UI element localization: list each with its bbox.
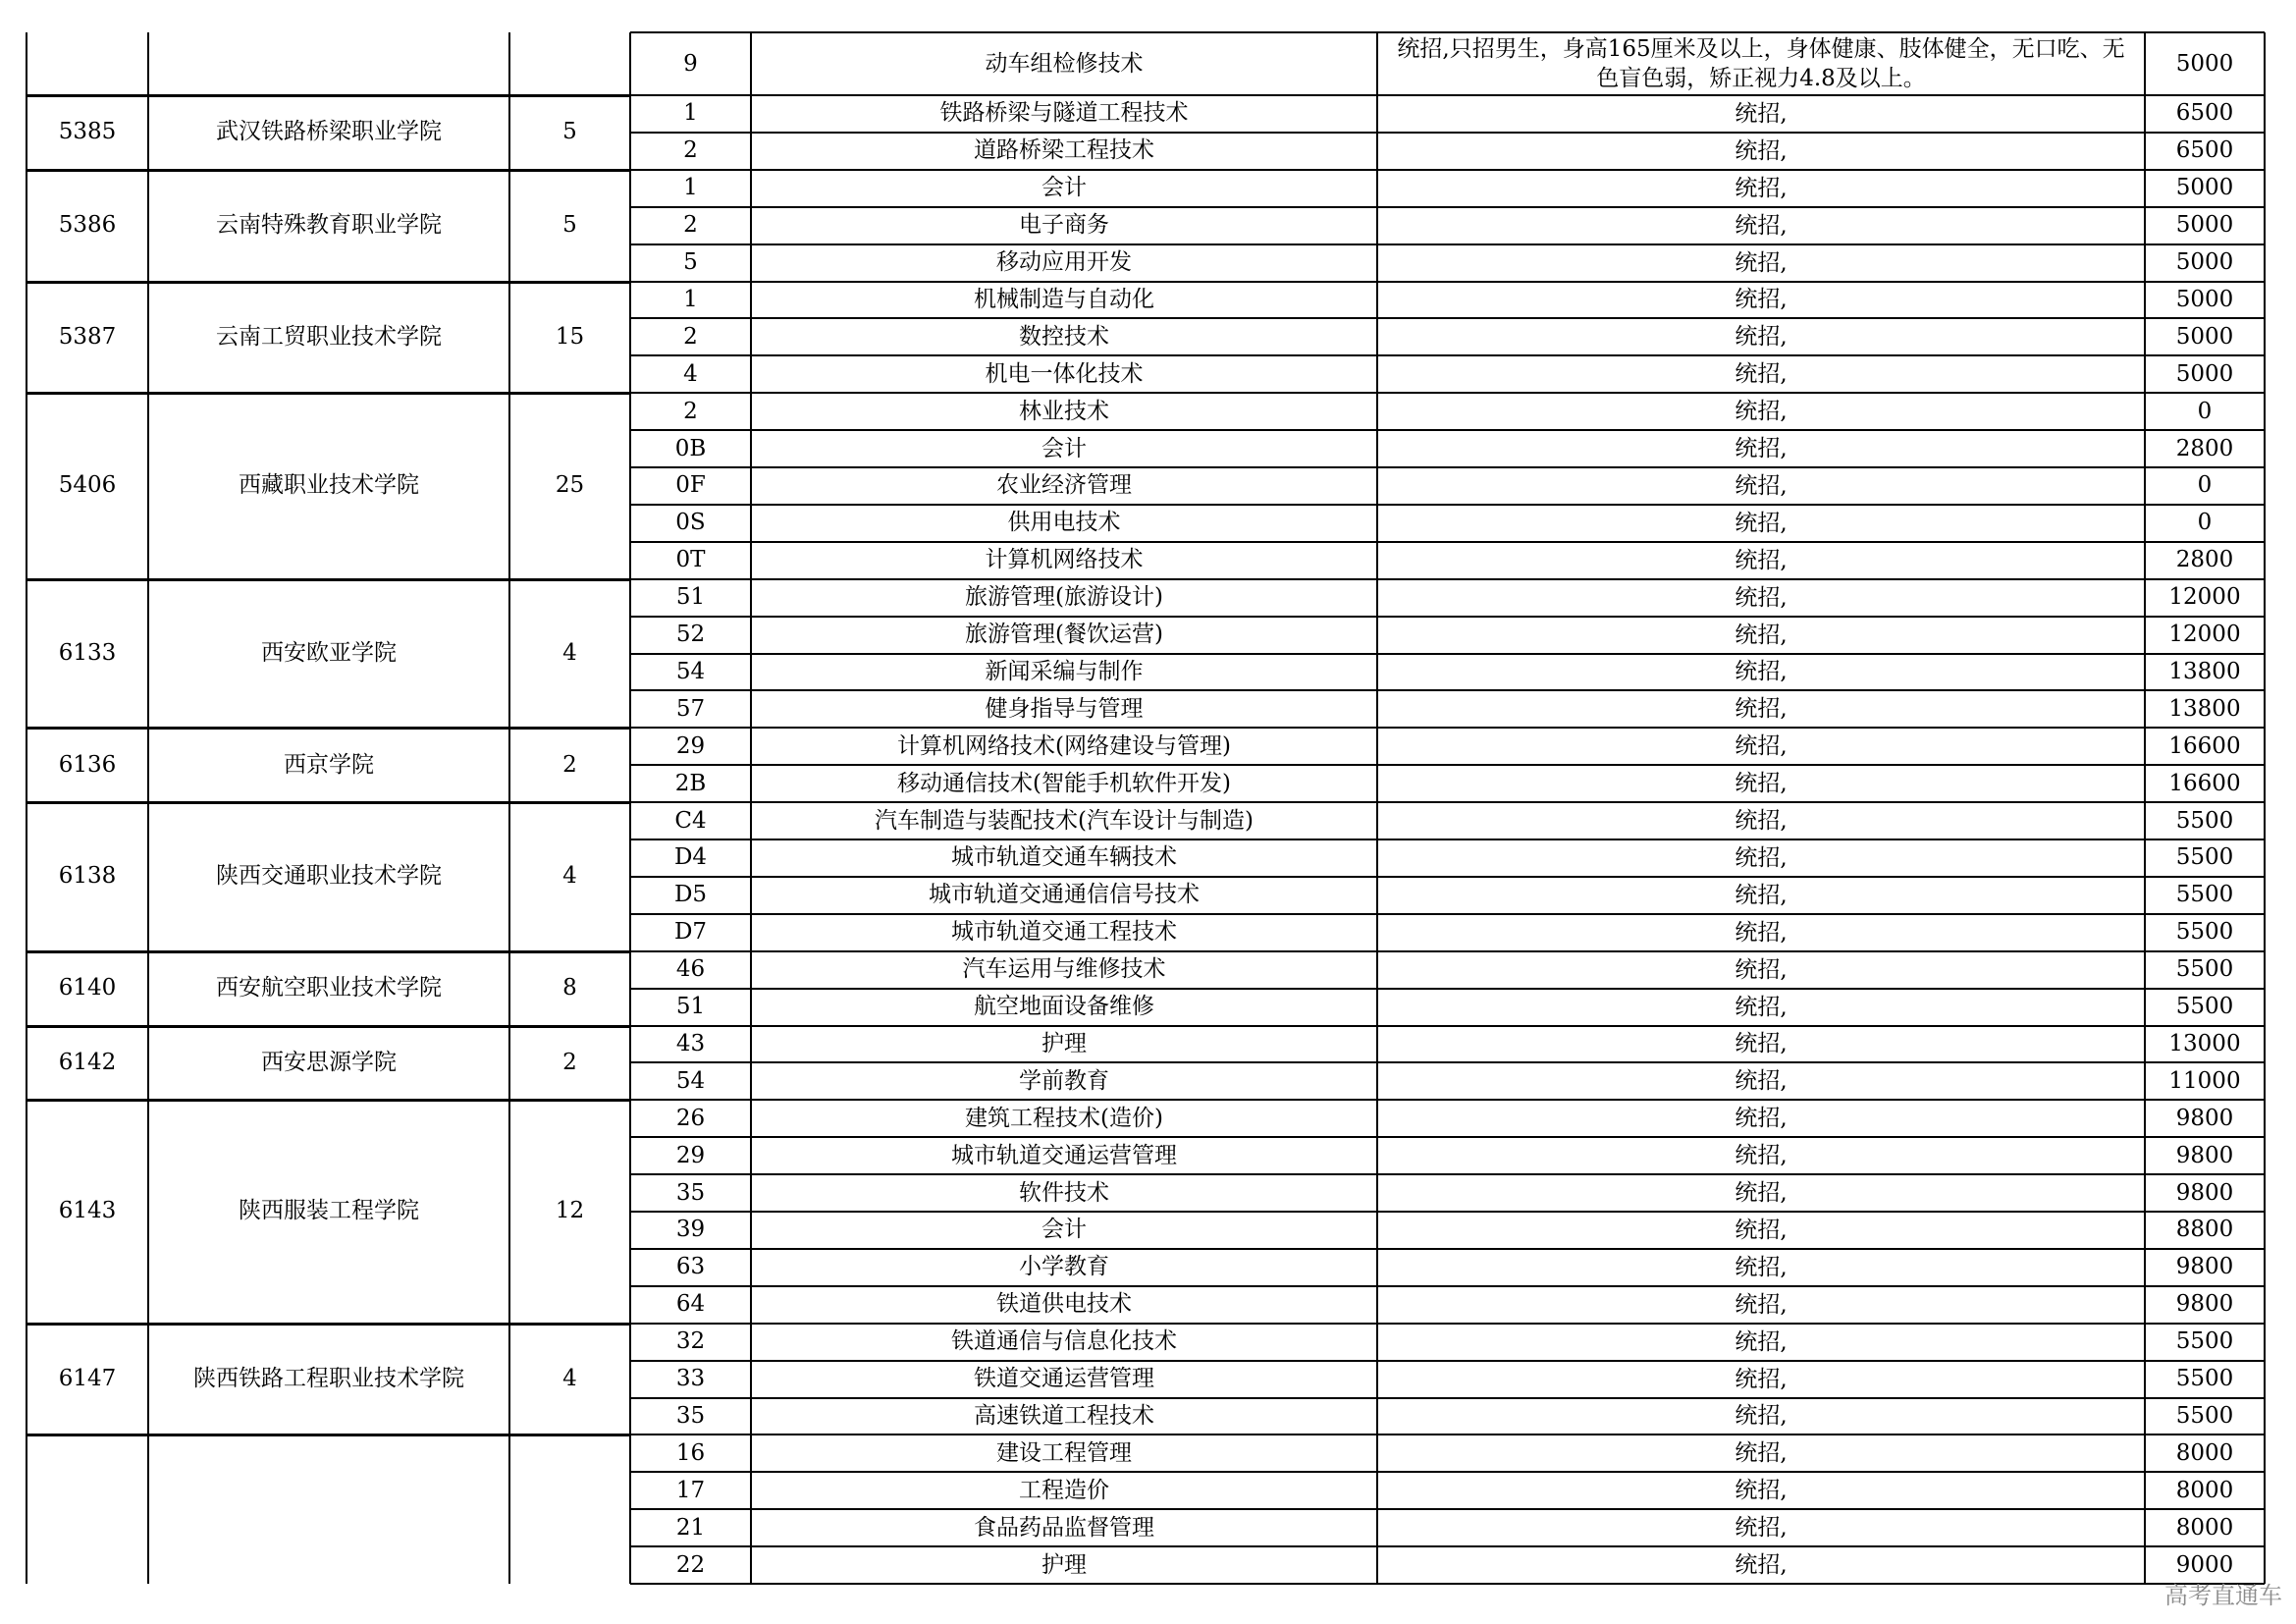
school-name-cell: 西安航空职业技术学院 <box>216 975 442 1001</box>
major-code-cell: 29 <box>675 732 706 759</box>
major-note-cell: 统招, <box>1735 1143 1788 1169</box>
major-code-cell: 2 <box>683 212 698 239</box>
school-name-cell <box>148 1435 509 1584</box>
major-note-cell: 统招, <box>1735 175 1788 201</box>
tuition-fee-cell: 16600 <box>2168 770 2241 796</box>
tuition-fee-cell: 6500 <box>2175 100 2234 127</box>
major-name-cell: 新闻采编与制作 <box>985 658 1144 684</box>
tuition-fee-cell: 8000 <box>2175 1477 2234 1503</box>
tuition-fee-cell: 5000 <box>2175 212 2234 239</box>
major-code-cell: 33 <box>675 1366 706 1392</box>
tuition-fee-cell: 5500 <box>2175 956 2234 983</box>
major-note-cell: 统招, <box>1735 472 1788 499</box>
major-code-cell: 4 <box>683 360 698 387</box>
major-code-cell: C4 <box>674 807 707 834</box>
major-note-cell: 统招, <box>1735 137 1788 164</box>
major-note-cell: 统招, <box>1735 510 1788 536</box>
major-code-cell: 51 <box>675 584 706 611</box>
major-name-cell: 铁道交通运营管理 <box>974 1366 1154 1392</box>
school-name-cell: 云南特殊教育职业学院 <box>216 212 442 239</box>
major-code-cell: 43 <box>675 1030 706 1056</box>
major-note-cell: 统招, <box>1735 696 1788 723</box>
major-name-cell: 护理 <box>1041 1551 1087 1578</box>
major-code-cell: 2 <box>683 137 698 164</box>
tuition-fee-cell: 0 <box>2197 398 2213 424</box>
major-code-cell: 9 <box>683 50 698 77</box>
major-name-cell: 高速铁道工程技术 <box>974 1402 1154 1429</box>
major-code-cell: 21 <box>675 1514 706 1541</box>
tuition-fee-cell: 5000 <box>2175 249 2234 276</box>
tuition-fee-cell: 9800 <box>2175 1291 2234 1318</box>
tuition-fee-cell: 2800 <box>2175 435 2234 461</box>
major-code-cell: 52 <box>675 622 706 648</box>
major-code-cell: 1 <box>683 286 698 312</box>
major-note-cell: 统招, <box>1735 547 1788 573</box>
major-name-cell: 建设工程管理 <box>996 1439 1132 1466</box>
major-code-cell: 1 <box>683 175 698 201</box>
major-note-cell: 统招, <box>1735 287 1788 313</box>
tuition-fee-cell: 13800 <box>2168 695 2241 722</box>
major-note-cell: 统招, <box>1735 1031 1788 1057</box>
major-name-cell: 食品药品监督管理 <box>974 1514 1154 1541</box>
school-code-cell: 6140 <box>58 975 117 1001</box>
tuition-fee-cell: 9000 <box>2175 1551 2234 1578</box>
major-code-cell: 2B <box>674 770 707 796</box>
major-name-cell: 护理 <box>1041 1030 1087 1056</box>
major-code-cell: 35 <box>675 1402 706 1429</box>
major-code-cell: 2 <box>683 398 698 424</box>
major-name-cell: 城市轨道交通工程技术 <box>951 919 1177 946</box>
tuition-fee-cell: 9800 <box>2175 1105 2234 1131</box>
school-code-cell: 5385 <box>58 119 117 145</box>
plan-count-cell: 4 <box>562 639 577 666</box>
major-code-cell: 54 <box>675 658 706 684</box>
major-code-cell: 0F <box>675 472 706 499</box>
tuition-fee-cell: 13800 <box>2168 658 2241 684</box>
school-name-cell: 武汉铁路桥梁职业学院 <box>216 119 442 145</box>
major-code-cell: 0S <box>675 510 706 536</box>
plan-count-cell: 12 <box>555 1198 585 1224</box>
major-name-cell: 健身指导与管理 <box>985 695 1144 722</box>
major-code-cell: 39 <box>675 1217 706 1243</box>
plan-count-cell: 8 <box>562 975 577 1001</box>
major-code-cell: 57 <box>675 695 706 722</box>
tuition-fee-cell: 5500 <box>2175 994 2234 1020</box>
watermark-text: 高考直通车 <box>2164 1582 2282 1609</box>
major-note-cell: 统招, <box>1735 399 1788 425</box>
school-name-cell <box>148 32 509 95</box>
school-code-cell <box>27 32 148 95</box>
tuition-fee-cell: 8000 <box>2175 1439 2234 1466</box>
column-border <box>26 32 27 1584</box>
school-code-cell: 5406 <box>58 472 117 499</box>
major-note-cell: 统招, <box>1735 436 1788 462</box>
major-note-cell: 统招, <box>1735 1180 1788 1207</box>
column-border <box>508 32 510 1584</box>
tuition-fee-cell: 5500 <box>2175 807 2234 834</box>
major-note-cell: 统招, <box>1735 1478 1788 1504</box>
major-name-cell: 农业经济管理 <box>996 472 1132 499</box>
school-name-cell: 西安思源学院 <box>261 1049 397 1075</box>
tuition-fee-cell: 9800 <box>2175 1254 2234 1280</box>
major-code-cell: 16 <box>675 1439 706 1466</box>
major-code-cell: 32 <box>675 1328 706 1355</box>
school-code-cell: 5387 <box>58 323 117 350</box>
school-code-cell: 6142 <box>58 1049 117 1075</box>
plan-count-cell: 4 <box>562 863 577 890</box>
major-code-cell: 46 <box>675 956 706 983</box>
major-name-cell: 旅游管理(餐饮运营) <box>965 622 1163 648</box>
major-name-cell: 软件技术 <box>1019 1179 1109 1206</box>
major-name-cell: 计算机网络技术(网络建设与管理) <box>897 732 1231 759</box>
major-name-cell: 会计 <box>1041 1217 1087 1243</box>
major-name-cell: 城市轨道交通运营管理 <box>951 1142 1177 1168</box>
tuition-fee-cell: 13000 <box>2168 1030 2241 1056</box>
major-name-cell: 旅游管理(旅游设计) <box>965 584 1163 611</box>
column-border <box>147 32 149 1584</box>
plan-count-cell: 2 <box>562 1049 577 1075</box>
major-note-cell: 统招, <box>1735 622 1788 648</box>
major-name-cell: 汽车制造与装配技术(汽车设计与制造) <box>875 807 1254 834</box>
major-name-cell: 汽车运用与维修技术 <box>962 956 1166 983</box>
major-code-cell: 17 <box>675 1477 706 1503</box>
major-code-cell: 5 <box>683 249 698 276</box>
major-name-cell: 学前教育 <box>1019 1067 1109 1094</box>
plan-count-cell: 5 <box>562 212 577 239</box>
major-name-cell: 建筑工程技术(造价) <box>965 1105 1163 1131</box>
major-note-cell: 统招, <box>1735 771 1788 797</box>
major-code-cell: 35 <box>675 1179 706 1206</box>
tuition-fee-cell: 6500 <box>2175 137 2234 164</box>
major-code-cell: D5 <box>673 882 708 908</box>
tuition-fee-cell: 8000 <box>2175 1514 2234 1541</box>
tuition-fee-cell: 0 <box>2197 510 2213 536</box>
school-name-cell: 陕西铁路工程职业技术学院 <box>193 1366 464 1392</box>
school-code-cell: 6143 <box>58 1198 117 1224</box>
plan-count-cell: 2 <box>562 751 577 778</box>
school-code-cell: 6133 <box>58 639 117 666</box>
plan-count-cell: 25 <box>555 472 585 499</box>
major-name-cell: 动车组检修技术 <box>985 50 1144 77</box>
tuition-fee-cell: 5500 <box>2175 844 2234 871</box>
tuition-fee-cell: 5000 <box>2175 175 2234 201</box>
major-note-cell: 统招, <box>1735 324 1788 351</box>
major-code-cell: D4 <box>673 844 708 871</box>
tuition-fee-cell: 16600 <box>2168 732 2241 759</box>
major-code-cell: 2 <box>683 323 698 350</box>
major-name-cell: 机械制造与自动化 <box>974 286 1154 312</box>
major-name-cell: 铁道通信与信息化技术 <box>951 1328 1177 1355</box>
plan-count-cell: 4 <box>562 1366 577 1392</box>
major-name-cell: 计算机网络技术 <box>985 547 1144 573</box>
major-note-cell: 统招, <box>1735 212 1788 239</box>
major-name-cell: 电子商务 <box>1019 212 1109 239</box>
major-code-cell: 63 <box>675 1254 706 1280</box>
major-code-cell: 22 <box>675 1551 706 1578</box>
major-note-cell: 统招, <box>1735 844 1788 871</box>
major-note-cell: 统招, <box>1735 1366 1788 1392</box>
major-note-cell: 统招, <box>1735 1217 1788 1243</box>
plan-count-cell: 15 <box>555 323 585 350</box>
major-name-cell: 铁道供电技术 <box>996 1291 1132 1318</box>
major-name-cell: 供用电技术 <box>1007 510 1121 536</box>
tuition-fee-cell: 9800 <box>2175 1179 2234 1206</box>
major-name-cell: 移动通信技术(智能手机软件开发) <box>897 770 1231 796</box>
school-name-cell: 云南工贸职业技术学院 <box>216 323 442 350</box>
school-name-cell: 西京学院 <box>284 751 374 778</box>
major-note-cell: 统招, <box>1735 808 1788 835</box>
tuition-fee-cell: 11000 <box>2168 1067 2241 1094</box>
major-name-cell: 会计 <box>1041 175 1087 201</box>
column-border <box>750 32 752 1584</box>
tuition-fee-cell: 5500 <box>2175 1328 2234 1355</box>
major-name-cell: 机电一体化技术 <box>985 360 1144 387</box>
major-note-cell: 统招, <box>1735 1403 1788 1430</box>
tuition-fee-cell: 5000 <box>2175 360 2234 387</box>
school-code-cell <box>27 1435 148 1584</box>
major-note-cell: 统招, <box>1735 1328 1788 1355</box>
tuition-fee-cell: 5000 <box>2175 50 2234 77</box>
tuition-fee-cell: 5000 <box>2175 323 2234 350</box>
major-name-cell: 航空地面设备维修 <box>974 994 1154 1020</box>
tuition-fee-cell: 5500 <box>2175 882 2234 908</box>
tuition-fee-cell: 12000 <box>2168 584 2241 611</box>
major-note-cell: 统招,只招男生，身高165厘米及以上，身体健康、肢体健全，无口吃、无色盲色弱，矫正视力4.8及以上。 <box>1397 36 2125 91</box>
major-note-cell: 统招, <box>1735 1254 1788 1280</box>
major-note-cell: 统招, <box>1735 1106 1788 1132</box>
major-note-cell: 统招, <box>1735 100 1788 127</box>
major-note-cell: 统招, <box>1735 733 1788 760</box>
tuition-fee-cell: 5000 <box>2175 286 2234 312</box>
tuition-fee-cell: 5500 <box>2175 1366 2234 1392</box>
school-code-cell: 6147 <box>58 1366 117 1392</box>
major-note-cell: 统招, <box>1735 361 1788 388</box>
major-code-cell: D7 <box>673 919 708 946</box>
school-code-cell: 6136 <box>58 751 117 778</box>
major-code-cell: 0T <box>675 547 706 573</box>
major-code-cell: 54 <box>675 1067 706 1094</box>
major-note-cell: 统招, <box>1735 1515 1788 1542</box>
school-name-cell: 西安欧亚学院 <box>261 639 397 666</box>
major-name-cell: 数控技术 <box>1019 323 1109 350</box>
row-divider <box>630 1583 2265 1585</box>
plan-count-cell <box>509 32 630 95</box>
major-note-cell: 统招, <box>1735 1291 1788 1318</box>
major-note-cell: 统招, <box>1735 584 1788 611</box>
tuition-fee-cell: 5500 <box>2175 919 2234 946</box>
tuition-fee-cell: 9800 <box>2175 1142 2234 1168</box>
major-note-cell: 统招, <box>1735 1068 1788 1095</box>
major-name-cell: 道路桥梁工程技术 <box>974 137 1154 164</box>
major-name-cell: 会计 <box>1041 435 1087 461</box>
major-name-cell: 林业技术 <box>1019 398 1109 424</box>
column-border <box>2264 32 2266 1584</box>
school-name-cell: 陕西服装工程学院 <box>239 1198 419 1224</box>
major-code-cell: 29 <box>675 1142 706 1168</box>
school-code-cell: 5386 <box>58 212 117 239</box>
major-note-cell: 统招, <box>1735 882 1788 908</box>
tuition-fee-cell: 12000 <box>2168 622 2241 648</box>
major-code-cell: 64 <box>675 1291 706 1318</box>
major-name-cell: 城市轨道交通通信信号技术 <box>929 882 1200 908</box>
column-border <box>629 32 631 1584</box>
major-note-cell: 统招, <box>1735 956 1788 983</box>
major-name-cell: 铁路桥梁与隧道工程技术 <box>939 100 1189 127</box>
column-border <box>2144 32 2146 1584</box>
major-name-cell: 工程造价 <box>1019 1477 1109 1503</box>
major-code-cell: 0B <box>674 435 707 461</box>
tuition-fee-cell: 2800 <box>2175 547 2234 573</box>
major-name-cell: 小学教育 <box>1019 1254 1109 1280</box>
tuition-fee-cell: 0 <box>2197 472 2213 499</box>
school-name-cell: 陕西交通职业技术学院 <box>216 863 442 890</box>
major-code-cell: 51 <box>675 994 706 1020</box>
school-name-cell: 西藏职业技术学院 <box>239 472 419 499</box>
school-code-cell: 6138 <box>58 863 117 890</box>
plan-count-cell: 5 <box>562 119 577 145</box>
major-note-cell: 统招, <box>1735 1440 1788 1467</box>
tuition-fee-cell: 5500 <box>2175 1402 2234 1429</box>
major-note-cell: 统招, <box>1735 994 1788 1020</box>
major-note-cell: 统招, <box>1735 919 1788 946</box>
major-code-cell: 26 <box>675 1105 706 1131</box>
major-name-cell: 城市轨道交通车辆技术 <box>951 844 1177 871</box>
plan-count-cell <box>509 1435 630 1584</box>
major-code-cell: 1 <box>683 100 698 127</box>
major-name-cell: 移动应用开发 <box>996 249 1132 276</box>
major-note-cell: 统招, <box>1735 659 1788 685</box>
major-note-cell: 统招, <box>1735 249 1788 276</box>
major-note-cell: 统招, <box>1735 1552 1788 1579</box>
column-border <box>1376 32 1378 1584</box>
tuition-fee-cell: 8800 <box>2175 1217 2234 1243</box>
